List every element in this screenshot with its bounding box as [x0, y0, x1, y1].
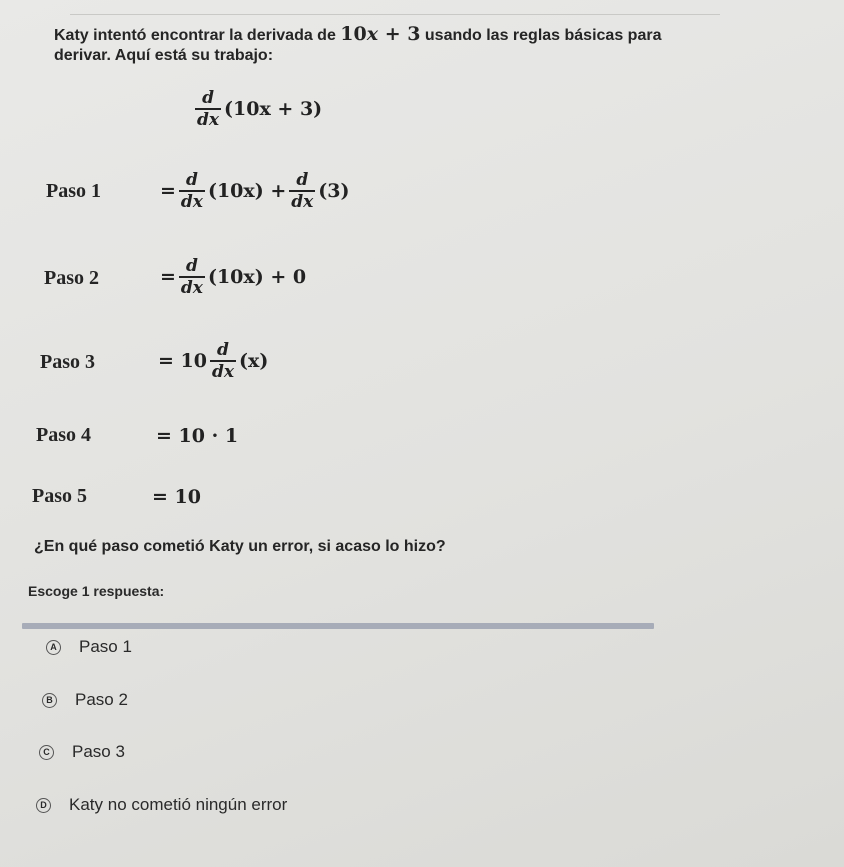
step-5-label: Paso 5	[32, 485, 87, 507]
problem-statement	[54, 24, 694, 66]
step-3-label: Paso 3	[40, 351, 95, 373]
derivative-operator: $\frac{d}{dx}$	[180, 170, 203, 212]
step-1-expression: = $\frac{d}{dx}$ (10x) + $\frac{d}{dx}$ (3)	[160, 170, 350, 212]
option-d-label: Katy no cometió ningún error	[69, 795, 288, 814]
derivative-operator: $\frac{d}{dx}$	[211, 340, 235, 382]
choose-answer-label: Escoge 1 respuesta:	[28, 583, 165, 599]
option-a-label: Paso 1	[79, 637, 132, 656]
derivative-operator: $\frac{d}{dx}$	[291, 170, 314, 212]
step-2-label: Paso 2	[44, 267, 99, 289]
option-b-label: Paso 2	[75, 690, 128, 709]
step-4-expression: = 10 · 1	[156, 425, 239, 447]
top-divider	[70, 14, 720, 15]
step-4-label: Paso 4	[36, 424, 91, 446]
answer-option-a[interactable]	[46, 637, 132, 657]
option-b-radio[interactable]: B	[42, 693, 57, 708]
step-2-expression: = $\frac{d}{dx}$ (10x) + 0	[160, 256, 307, 298]
option-c-label: Paso 3	[72, 742, 125, 761]
answer-option-d[interactable]	[36, 795, 287, 815]
step-5-expression: = 10	[152, 486, 201, 508]
intro-text-before: Katy intentó encontrar la derivada de	[54, 27, 341, 44]
answer-option-c[interactable]	[39, 742, 125, 762]
derivative-operator: $\frac{d}{dx}$	[197, 88, 220, 130]
start-expression: $\frac{d}{dx}$ (10x + 3)	[197, 88, 323, 130]
answer-option-b[interactable]	[42, 690, 128, 710]
option-a-radio[interactable]: A	[46, 640, 61, 655]
option-d-radio[interactable]: D	[36, 798, 51, 813]
derivative-operator: $\frac{d}{dx}$	[180, 256, 203, 298]
answer-divider	[22, 623, 654, 629]
question-text: ¿En qué paso cometió Katy un error, si acaso lo hizo?	[34, 538, 446, 555]
intro-text-after: usando las reglas básicas para derivar. Aquí está su trabajo:	[54, 27, 662, 64]
step-1-label: Paso 1	[46, 180, 101, 202]
option-c-radio[interactable]: C	[39, 745, 54, 760]
intro-expression: 10x + 3	[340, 23, 421, 45]
step-3-expression: = 10 $\frac{d}{dx}$ (x)	[158, 340, 269, 382]
